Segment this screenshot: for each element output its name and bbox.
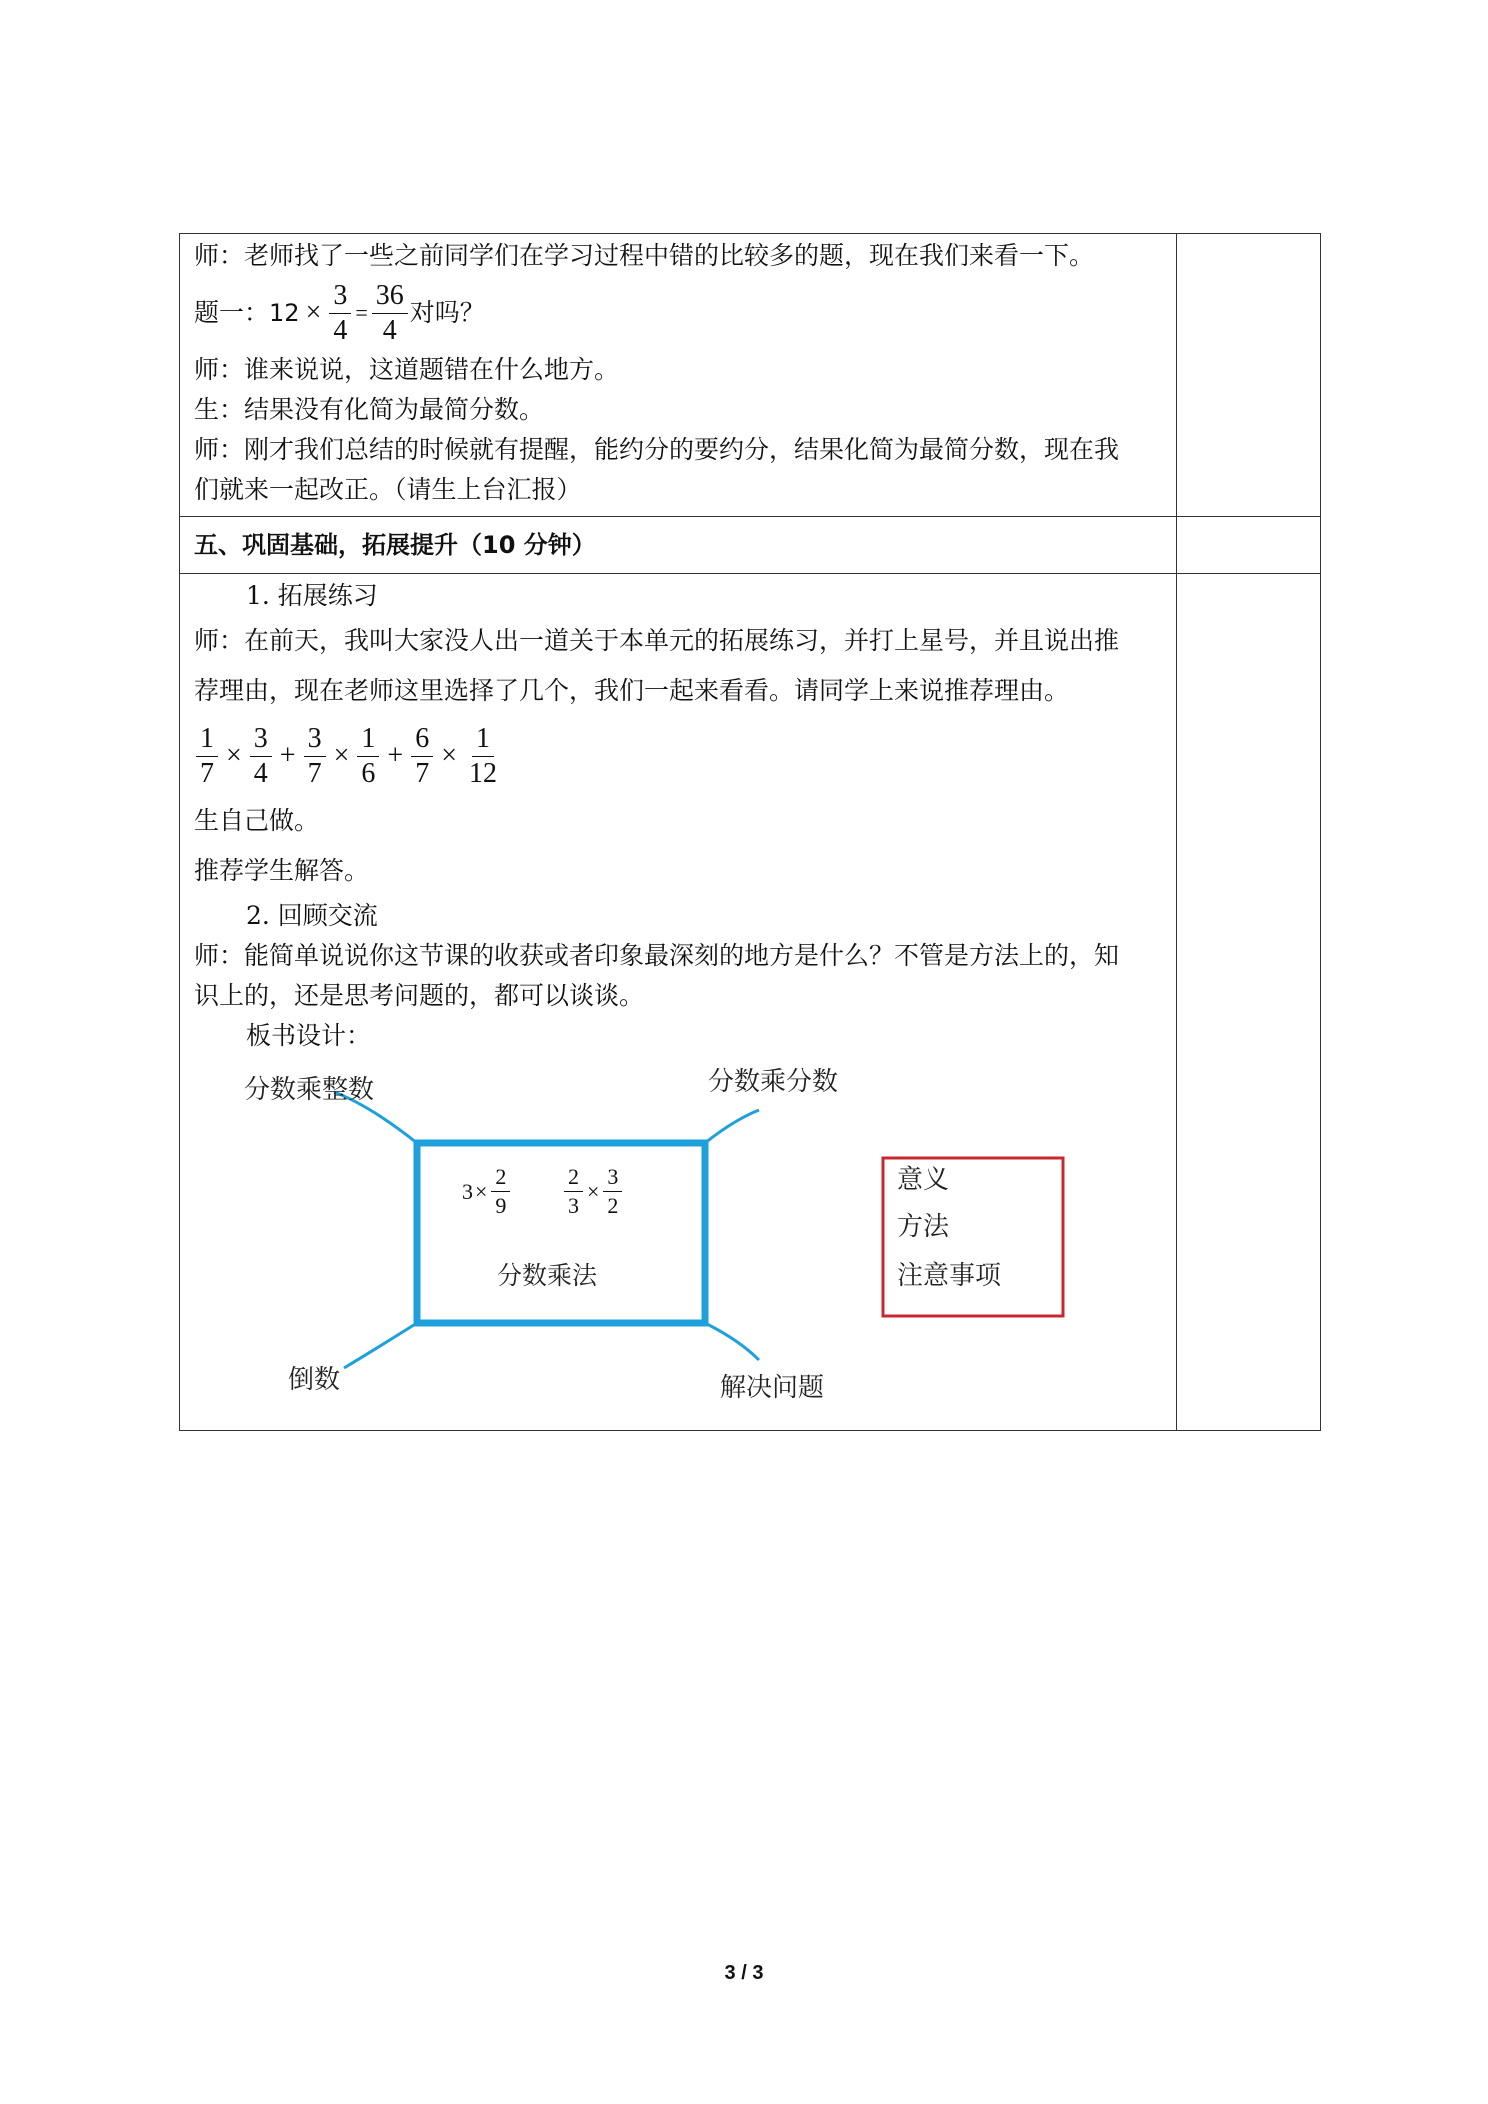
fraction-numerator: 1 <box>472 724 494 757</box>
page-number: 3 / 3 <box>724 1962 764 1984</box>
paragraph: 师：能简单说说你这节课的收获或者印象最深刻的地方是什么？不管是方法上的，知 <box>194 941 1120 970</box>
subheading: 1. 拓展练习 <box>246 581 378 610</box>
fraction-numerator: 3 <box>250 724 272 757</box>
expression <box>194 716 1162 796</box>
fraction <box>564 1165 583 1218</box>
fraction <box>411 724 433 789</box>
times-sign: × <box>333 740 350 771</box>
fraction-denominator: 2 <box>607 1193 619 1218</box>
question-suffix: 对吗？ <box>409 298 485 327</box>
integer: 3 <box>462 1178 473 1204</box>
lesson-table <box>179 233 1321 1431</box>
fraction-denominator: 9 <box>495 1193 507 1218</box>
fraction <box>603 1165 622 1218</box>
table-row <box>180 574 1321 1431</box>
board-design-label: 板书设计： <box>246 1021 372 1050</box>
board-label-bottom-left: 倒数 <box>288 1365 341 1395</box>
red-item-notes: 注意事项 <box>897 1261 1002 1291</box>
fraction-denominator: 4 <box>253 757 268 789</box>
board-label-top-right: 分数乘分数 <box>708 1067 839 1097</box>
board-expression-2 <box>562 1165 624 1218</box>
plus-sign: + <box>387 740 404 771</box>
times-sign: × <box>305 297 322 328</box>
fraction-numerator: 1 <box>196 724 218 757</box>
fraction-denominator: 4 <box>333 314 348 346</box>
content-cell <box>180 234 1177 517</box>
board-label-bottom-right: 解决问题 <box>720 1373 825 1403</box>
fraction-numerator: 3 <box>603 1165 622 1192</box>
section-heading: 五、巩固基础，拓展提升（10 分钟） <box>194 531 596 559</box>
fraction-denominator: 7 <box>200 757 214 789</box>
fraction-numerator: 1 <box>357 724 379 757</box>
paragraph: 推荐学生解答。 <box>194 856 370 885</box>
fraction-numerator: 2 <box>564 1165 583 1192</box>
red-item-meaning: 意义 <box>897 1165 950 1195</box>
fraction <box>304 724 326 789</box>
fraction <box>465 724 501 789</box>
paragraph: 师：在前天，我叫大家没人出一道关于本单元的拓展练习，并打上星号，并且说出推 <box>194 626 1120 655</box>
subheading: 2. 回顾交流 <box>246 901 378 930</box>
fraction <box>329 281 351 346</box>
paragraph: 们就来一起改正。（请生上台汇报） <box>194 475 582 504</box>
blue-frame <box>417 1143 705 1323</box>
board-lines <box>194 1060 1174 1410</box>
plus-sign: + <box>279 740 296 771</box>
paragraph: 师：谁来说说，这道题错在什么地方。 <box>194 355 620 384</box>
board-expression-1 <box>462 1165 512 1218</box>
paragraph: 生：结果没有化简为最简分数。 <box>194 395 545 424</box>
question-one <box>194 276 1162 350</box>
fraction-numerator: 3 <box>304 724 326 757</box>
board-design-diagram <box>194 1060 1174 1410</box>
paragraph: 生自己做。 <box>194 806 320 835</box>
fraction-numerator: 3 <box>329 281 351 314</box>
paragraph: 师：刚才我们总结的时候就有提醒，能约分的要约分，结果化简为最简分数，现在我 <box>194 435 1120 464</box>
fraction <box>357 724 379 789</box>
fraction <box>250 724 272 789</box>
content-cell <box>180 574 1177 1431</box>
paragraph: 识上的，还是思考问题的，都可以谈谈。 <box>194 981 645 1010</box>
content-cell <box>180 517 1177 574</box>
fraction-denominator: 7 <box>307 757 322 789</box>
board-center-title: 分数乘法 <box>497 1261 598 1290</box>
times-sign: × <box>475 1178 488 1204</box>
table-row <box>180 517 1321 574</box>
question-number: 12 <box>269 299 300 327</box>
fraction-denominator: 4 <box>382 314 397 346</box>
connector-bottom-right <box>705 1323 759 1360</box>
notes-cell <box>1177 517 1321 574</box>
table-row <box>180 234 1321 517</box>
fraction-numerator: 2 <box>491 1165 510 1192</box>
times-sign: × <box>226 740 242 771</box>
fraction <box>491 1165 510 1218</box>
red-item-method: 方法 <box>897 1212 950 1242</box>
connector-bottom-left <box>344 1323 417 1368</box>
fraction-denominator: 12 <box>468 757 497 789</box>
paragraph: 荐理由，现在老师这里选择了几个，我们一起来看看。请同学上来说推荐理由。 <box>194 676 1070 705</box>
question-prefix: 题一： <box>194 298 270 327</box>
notes-cell <box>1177 574 1321 1431</box>
fraction-numerator: 36 <box>372 281 408 314</box>
paragraph: 师：老师找了一些之前同学们在学习过程中错的比较多的题，现在我们来看一下。 <box>194 241 1095 270</box>
connector-top-right <box>705 1110 759 1143</box>
times-sign: × <box>441 740 457 771</box>
fraction-denominator: 7 <box>415 757 430 789</box>
notes-cell <box>1177 234 1321 517</box>
times-sign: × <box>587 1178 600 1204</box>
fraction-denominator: 6 <box>361 757 376 789</box>
fraction-denominator: 3 <box>568 1193 579 1218</box>
fraction <box>196 724 218 789</box>
fraction <box>372 281 408 346</box>
equals-sign: = <box>355 300 368 325</box>
board-label-top-left: 分数乘整数 <box>244 1075 375 1105</box>
fraction-numerator: 6 <box>411 724 433 757</box>
